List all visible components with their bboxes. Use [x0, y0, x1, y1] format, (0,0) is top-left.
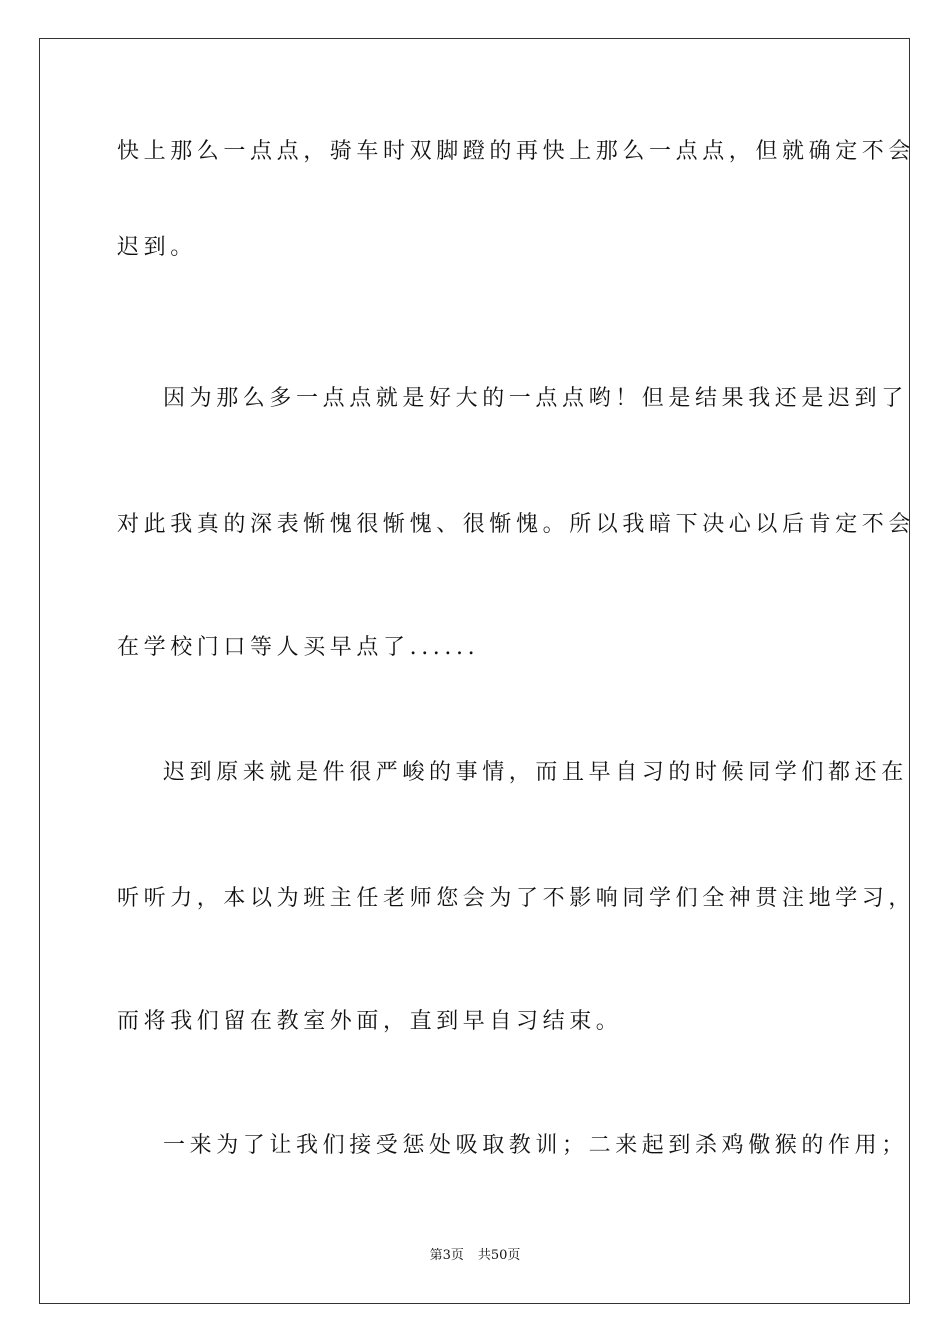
body-line-9: 一来为了让我们接受惩处吸取教训；二来起到杀鸡儆猴的作用； [163, 1133, 908, 1158]
page-number: 第3页 [429, 1248, 464, 1263]
body-line-7: 听听力，本以为班主任老师您会为了不影响同学们全神贯注地学习， [117, 886, 916, 911]
body-line-8: 而将我们留在教室外面，直到早自习结束。 [117, 1009, 623, 1034]
body-line-3: 因为那么多一点点就是好大的一点点哟！但是结果我还是迟到了 [163, 386, 908, 411]
page-footer [0, 1248, 950, 1264]
body-line-4: 对此我真的深表惭愧很惭愧、很惭愧。所以我暗下决心以后肯定不会 [117, 512, 916, 537]
body-line-5: 在学校门口等人买早点了...... [117, 635, 480, 660]
body-line-1: 快上那么一点点，骑车时双脚蹬的再快上那么一点点，但就确定不会 [117, 139, 916, 164]
total-pages: 共50页 [477, 1248, 521, 1263]
body-line-2: 迟到。 [117, 235, 197, 260]
page-border [39, 38, 910, 1304]
body-line-6: 迟到原来就是件很严峻的事情，而且早自习的时候同学们都还在 [163, 760, 908, 785]
